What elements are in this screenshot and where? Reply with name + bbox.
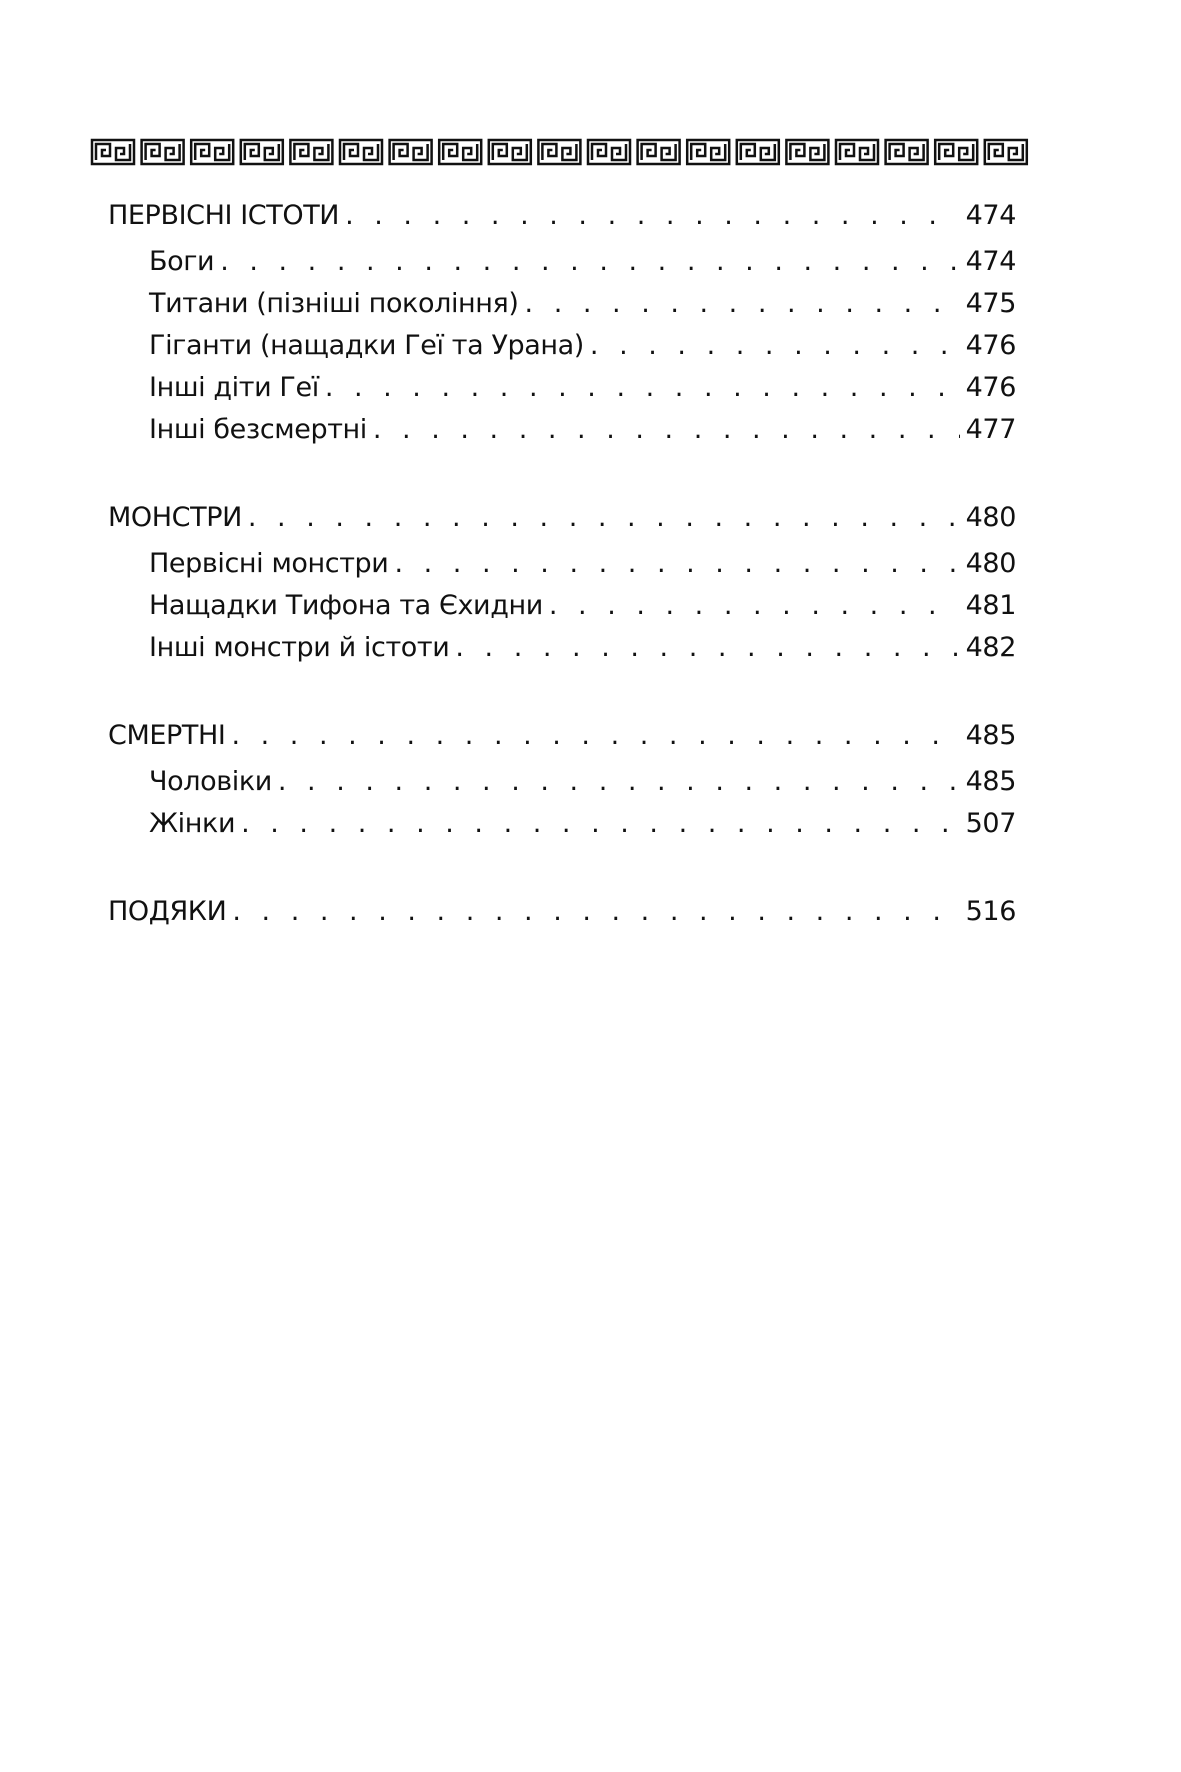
toc-entry-label: Жінки xyxy=(149,808,236,839)
toc-entry[interactable] xyxy=(108,330,1016,372)
toc-section-monsters xyxy=(108,502,1016,674)
dot-leader xyxy=(345,200,960,231)
toc-section-mortals xyxy=(108,720,1016,850)
toc-entry-label: Інші діти Геї xyxy=(149,372,319,403)
toc-page-number: 476 xyxy=(965,372,1016,403)
toc-page-number: 485 xyxy=(965,766,1016,797)
dot-leader xyxy=(394,548,959,579)
dot-leader xyxy=(241,808,960,839)
toc-entry[interactable] xyxy=(108,246,1016,288)
toc-entry[interactable] xyxy=(108,808,1016,850)
dot-leader xyxy=(232,896,959,927)
dot-leader xyxy=(231,720,959,751)
greek-key-segment xyxy=(340,140,382,164)
toc-section-acknowledgements xyxy=(108,896,1016,942)
toc-heading-label: ПОДЯКИ xyxy=(108,896,227,927)
greek-key-segment xyxy=(638,140,680,164)
greek-key-segment xyxy=(588,140,630,164)
greek-key-segment xyxy=(439,140,481,164)
greek-key-segment xyxy=(836,140,878,164)
toc-entry[interactable] xyxy=(108,372,1016,414)
toc-entry-label: Гіганти (нащадки Геї та Урана) xyxy=(149,330,584,361)
toc-entry-label: Чоловіки xyxy=(149,766,272,797)
toc-entry-label: Титани (пізніші покоління) xyxy=(149,288,519,319)
dot-leader xyxy=(373,414,960,445)
toc-entry-label: Первісні монстри xyxy=(149,548,389,579)
greek-key-segment xyxy=(92,140,134,164)
greek-key-segment xyxy=(191,140,233,164)
greek-key-border xyxy=(90,138,1034,166)
greek-key-segment xyxy=(538,140,580,164)
toc-section-primal-beings xyxy=(108,200,1016,456)
toc-heading[interactable] xyxy=(108,896,1016,942)
dot-leader xyxy=(525,288,960,319)
toc-page-number: 477 xyxy=(965,414,1016,445)
toc-page-number: 485 xyxy=(965,720,1016,751)
toc-heading[interactable] xyxy=(108,720,1016,766)
toc-page-number: 507 xyxy=(965,808,1016,839)
toc-entry[interactable] xyxy=(108,766,1016,808)
dot-leader xyxy=(220,246,959,277)
toc-entry-label: Інші монстри й істоти xyxy=(149,632,450,663)
greek-key-segment xyxy=(290,140,332,164)
toc-entry[interactable] xyxy=(108,548,1016,590)
dot-leader xyxy=(455,632,959,663)
greek-key-segment xyxy=(737,140,779,164)
dot-leader xyxy=(325,372,960,403)
toc-page-number: 480 xyxy=(965,502,1016,533)
greek-key-segment xyxy=(390,140,432,164)
toc-page-number: 474 xyxy=(965,200,1016,231)
toc-entry-label: Боги xyxy=(149,246,215,277)
toc-page-number: 480 xyxy=(965,548,1016,579)
toc-entry-label: Інші безсмертні xyxy=(149,414,367,445)
toc-heading-label: СМЕРТНІ xyxy=(108,720,226,751)
table-of-contents xyxy=(108,200,1016,988)
dot-leader xyxy=(549,590,960,621)
toc-page-number: 475 xyxy=(965,288,1016,319)
toc-page-number: 516 xyxy=(965,896,1016,927)
greek-key-segment xyxy=(241,140,283,164)
toc-entry[interactable] xyxy=(108,590,1016,632)
toc-page-number: 482 xyxy=(965,632,1016,663)
toc-page-number: 474 xyxy=(965,246,1016,277)
greek-key-segment xyxy=(786,140,828,164)
greek-key-segment xyxy=(489,140,531,164)
toc-entry[interactable] xyxy=(108,288,1016,330)
toc-heading-label: МОНСТРИ xyxy=(108,502,242,533)
toc-heading[interactable] xyxy=(108,502,1016,548)
toc-heading-label: ПЕРВІСНІ ІСТОТИ xyxy=(108,200,340,231)
greek-key-segment xyxy=(886,140,928,164)
toc-entry-label: Нащадки Тифона та Єхидни xyxy=(149,590,543,621)
greek-key-segment xyxy=(935,140,977,164)
toc-entry[interactable] xyxy=(108,632,1016,674)
dot-leader xyxy=(248,502,960,533)
dot-leader xyxy=(590,330,960,361)
toc-heading[interactable] xyxy=(108,200,1016,246)
dot-leader xyxy=(278,766,960,797)
toc-entry[interactable] xyxy=(108,414,1016,456)
greek-key-segment xyxy=(985,140,1027,164)
toc-page-number: 476 xyxy=(965,330,1016,361)
greek-key-segment xyxy=(687,140,729,164)
toc-page-number: 481 xyxy=(965,590,1016,621)
greek-key-segment xyxy=(142,140,184,164)
